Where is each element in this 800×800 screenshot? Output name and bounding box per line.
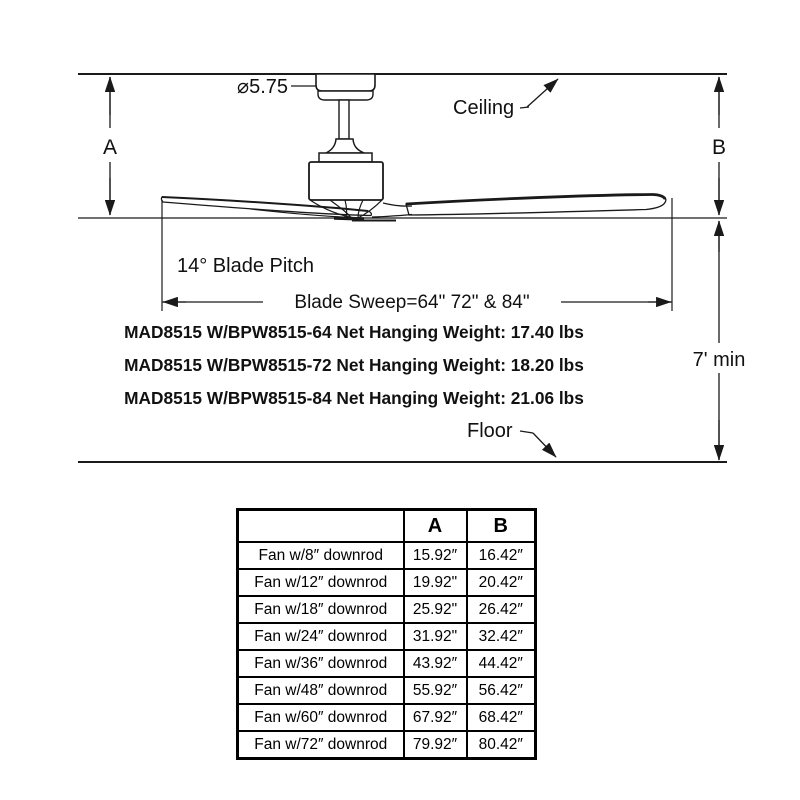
downrod-config-cell: Fan w/18″ downrod [238, 596, 404, 623]
dim-b-cell: 56.42″ [467, 677, 536, 704]
hanging-weight-72: MAD8515 W/BPW8515-72 Net Hanging Weight: 18.20 lbs [124, 355, 584, 375]
dim-a-cell: 43.92″ [404, 650, 467, 677]
table-row [238, 731, 536, 759]
dim-b-label: B [711, 136, 727, 159]
hanging-weight-notes [124, 322, 584, 408]
min-height-label: 7' min [692, 349, 746, 371]
header-config-cell [238, 510, 404, 543]
dim-b-cell: 26.42″ [467, 596, 536, 623]
dimension-min-height [684, 221, 754, 460]
hanging-weight-64: MAD8515 W/BPW8515-64 Net Hanging Weight: 17.40 lbs [124, 322, 584, 342]
table-row [238, 569, 536, 596]
floor-callout [467, 420, 556, 457]
dim-a-label: A [102, 136, 118, 159]
downrod-config-cell: Fan w/8″ downrod [238, 542, 404, 569]
table-row [238, 596, 536, 623]
dim-b-cell: 20.42″ [467, 569, 536, 596]
canopy-diameter-label: ⌀5.75 [237, 76, 288, 98]
blade-sweep-label: Blade Sweep=64" 72" & 84" [294, 292, 530, 313]
header-b-cell: B [467, 510, 536, 543]
dim-b-cell: 16.42″ [467, 542, 536, 569]
dim-a-cell: 15.92″ [404, 542, 467, 569]
dim-a-cell: 25.92" [404, 596, 467, 623]
dim-b-cell: 80.42″ [467, 731, 536, 759]
hanging-weight-84: MAD8515 W/BPW8515-84 Net Hanging Weight: 21.06 lbs [124, 388, 584, 408]
table-row [238, 542, 536, 569]
downrod-config-cell: Fan w/60″ downrod [238, 704, 404, 731]
fan-canopy [316, 74, 375, 91]
fan-downrod [339, 100, 349, 139]
downrod-config-cell: Fan w/72″ downrod [238, 731, 404, 759]
fan-collar [319, 153, 372, 162]
dimension-b [705, 77, 733, 215]
downrod-config-cell: Fan w/24″ downrod [238, 623, 404, 650]
table-row [238, 623, 536, 650]
ceiling-label: Ceiling [453, 97, 515, 119]
dim-a-cell: 31.92" [404, 623, 467, 650]
dim-a-cell: 19.92" [404, 569, 467, 596]
fan-canopy-rim [318, 91, 373, 100]
fan-motor-housing [309, 162, 383, 200]
table-row [238, 704, 536, 731]
fan-bell [326, 139, 364, 153]
dim-b-cell: 68.42″ [467, 704, 536, 731]
table-row [238, 677, 536, 704]
dimension-a [97, 77, 123, 215]
table-header-row [238, 510, 536, 543]
ceiling-callout [453, 79, 558, 119]
table-row [238, 650, 536, 677]
header-a-cell: A [404, 510, 467, 543]
dim-a-cell: 67.92″ [404, 704, 467, 731]
downrod-dimension-table [236, 508, 537, 760]
dim-a-cell: 55.92″ [404, 677, 467, 704]
floor-label: Floor [467, 420, 513, 442]
blade-pitch-label: 14° Blade Pitch [177, 255, 314, 277]
downrod-config-cell: Fan w/12″ downrod [238, 569, 404, 596]
dim-b-cell: 32.42″ [467, 623, 536, 650]
dim-b-cell: 44.42″ [467, 650, 536, 677]
dim-a-cell: 79.92″ [404, 731, 467, 759]
downrod-config-cell: Fan w/36″ downrod [238, 650, 404, 677]
downrod-config-cell: Fan w/48″ downrod [238, 677, 404, 704]
